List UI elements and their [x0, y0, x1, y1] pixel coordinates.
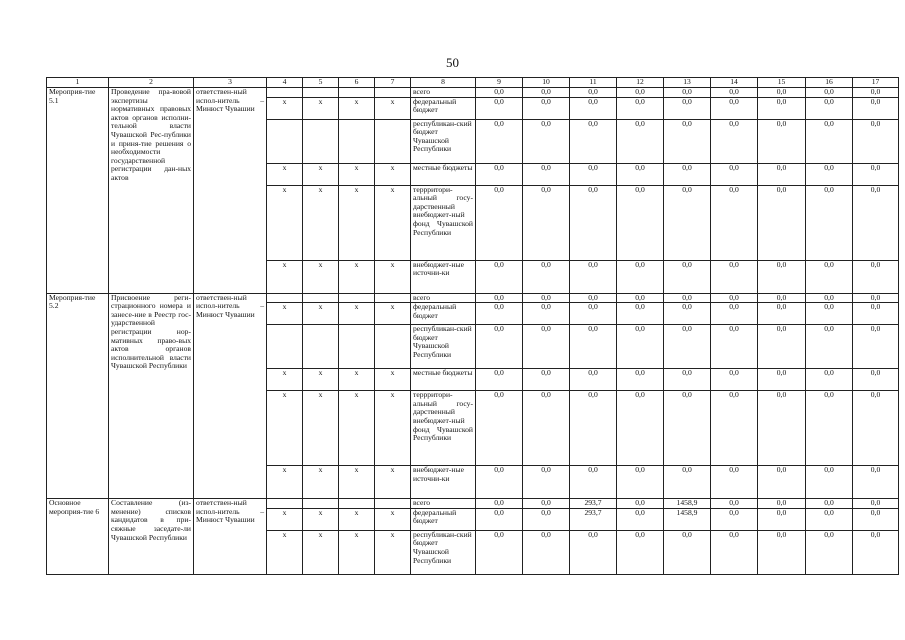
period-cell-c5	[303, 88, 339, 98]
period-cell-c4: x	[267, 303, 303, 325]
amount-cell: 0,0	[664, 185, 711, 260]
amount-cell: 0,0	[476, 530, 523, 574]
amount-cell: 0,0	[711, 369, 758, 391]
amount-cell: 0,0	[806, 508, 853, 530]
amount-cell: 0,0	[853, 119, 899, 163]
amount-cell: 0,0	[617, 88, 664, 98]
amount-cell: 0,0	[617, 466, 664, 499]
amount-cell: 0,0	[853, 163, 899, 185]
amount-cell: 0,0	[711, 88, 758, 98]
period-cell-c6	[339, 88, 375, 98]
funding-source: местные бюджеты	[411, 163, 476, 185]
period-cell-c4: x	[267, 260, 303, 293]
amount-cell: 0,0	[523, 325, 570, 369]
period-cell-c7	[375, 293, 411, 303]
period-cell-c5	[303, 325, 339, 369]
amount-cell: 0,0	[570, 185, 617, 260]
amount-cell: 0,0	[758, 293, 806, 303]
amount-cell: 0,0	[523, 530, 570, 574]
amount-cell: 0,0	[523, 293, 570, 303]
amount-cell: 0,0	[617, 260, 664, 293]
amount-cell: 0,0	[853, 369, 899, 391]
column-header: 12	[617, 78, 664, 88]
column-header: 4	[267, 78, 303, 88]
amount-cell: 0,0	[570, 293, 617, 303]
event-name: Присвоение реги-страционного номера и занесе-ние в Реестр гос-ударственной регистрации нор-мативных право-вых актов органов исполнительной власти Чувашской Республики	[109, 293, 194, 499]
amount-cell: 0,0	[806, 391, 853, 466]
amount-cell: 0,0	[570, 97, 617, 119]
column-header: 14	[711, 78, 758, 88]
amount-cell: 0,0	[664, 119, 711, 163]
amount-cell: 0,0	[711, 119, 758, 163]
period-cell-c5: x	[303, 466, 339, 499]
funding-source: местные бюджеты	[411, 369, 476, 391]
amount-cell: 0,0	[664, 325, 711, 369]
amount-cell: 0,0	[806, 325, 853, 369]
amount-cell: 0,0	[806, 369, 853, 391]
amount-cell: 0,0	[570, 466, 617, 499]
amount-cell: 0,0	[758, 499, 806, 509]
amount-cell: 0,0	[664, 530, 711, 574]
period-cell-c4: x	[267, 391, 303, 466]
period-cell-c5: x	[303, 391, 339, 466]
amount-cell: 0,0	[664, 88, 711, 98]
amount-cell: 0,0	[523, 369, 570, 391]
amount-cell: 0,0	[617, 369, 664, 391]
period-cell-c7: x	[375, 530, 411, 574]
funding-source: республикан-ский бюджет Чувашской Республики	[411, 325, 476, 369]
column-header: 10	[523, 78, 570, 88]
period-cell-c6: x	[339, 260, 375, 293]
period-cell-c5: x	[303, 508, 339, 530]
amount-cell: 0,0	[853, 325, 899, 369]
period-cell-c4: x	[267, 530, 303, 574]
column-header: 16	[806, 78, 853, 88]
table-row	[47, 88, 899, 98]
amount-cell: 0,0	[806, 303, 853, 325]
amount-cell: 0,0	[523, 163, 570, 185]
budget-table	[46, 77, 899, 575]
amount-cell: 0,0	[570, 325, 617, 369]
column-header: 15	[758, 78, 806, 88]
amount-cell: 0,0	[806, 293, 853, 303]
amount-cell: 0,0	[617, 293, 664, 303]
amount-cell: 0,0	[523, 508, 570, 530]
period-cell-c7: x	[375, 185, 411, 260]
funding-source: террритори-альный госу-дарственный внебюджет-ный фонд Чувашской Республики	[411, 185, 476, 260]
amount-cell: 0,0	[853, 466, 899, 499]
amount-cell: 0,0	[617, 530, 664, 574]
amount-cell: 0,0	[476, 303, 523, 325]
period-cell-c7: x	[375, 303, 411, 325]
period-cell-c5: x	[303, 303, 339, 325]
amount-cell: 0,0	[853, 260, 899, 293]
amount-cell: 0,0	[711, 530, 758, 574]
event-responsible: ответствен-ный испол-нитель – Минюст Чувашии	[194, 499, 267, 575]
period-cell-c4: x	[267, 369, 303, 391]
period-cell-c4: x	[267, 97, 303, 119]
period-cell-c5	[303, 499, 339, 509]
column-header: 7	[375, 78, 411, 88]
amount-cell: 293,7	[570, 508, 617, 530]
amount-cell: 0,0	[570, 369, 617, 391]
period-cell-c6: x	[339, 163, 375, 185]
period-cell-c7: x	[375, 391, 411, 466]
amount-cell: 0,0	[570, 119, 617, 163]
amount-cell: 0,0	[617, 97, 664, 119]
amount-cell: 0,0	[806, 530, 853, 574]
amount-cell: 0,0	[758, 119, 806, 163]
period-cell-c7: x	[375, 163, 411, 185]
amount-cell: 0,0	[523, 260, 570, 293]
event-code: Мероприя-тие 5.1	[47, 88, 109, 294]
amount-cell: 0,0	[476, 88, 523, 98]
amount-cell: 0,0	[664, 260, 711, 293]
period-cell-c6: x	[339, 466, 375, 499]
amount-cell: 0,0	[853, 88, 899, 98]
amount-cell: 0,0	[476, 466, 523, 499]
amount-cell: 0,0	[853, 530, 899, 574]
period-cell-c7: x	[375, 508, 411, 530]
period-cell-c6: x	[339, 185, 375, 260]
period-cell-c4	[267, 499, 303, 509]
period-cell-c7: x	[375, 369, 411, 391]
column-header: 5	[303, 78, 339, 88]
amount-cell: 0,0	[570, 88, 617, 98]
amount-cell: 0,0	[523, 119, 570, 163]
amount-cell: 0,0	[711, 391, 758, 466]
period-cell-c6: x	[339, 97, 375, 119]
amount-cell: 0,0	[853, 293, 899, 303]
amount-cell: 0,0	[758, 163, 806, 185]
period-cell-c6: x	[339, 391, 375, 466]
amount-cell: 0,0	[711, 303, 758, 325]
amount-cell: 0,0	[711, 97, 758, 119]
amount-cell: 0,0	[617, 185, 664, 260]
event-responsible: ответствен-ный испол-нитель – Минюст Чувашии	[194, 88, 267, 294]
amount-cell: 0,0	[617, 163, 664, 185]
funding-source: республикан-ский бюджет Чувашской Республики	[411, 119, 476, 163]
period-cell-c6	[339, 119, 375, 163]
column-number-row	[47, 78, 899, 88]
funding-source: федеральный бюджет	[411, 97, 476, 119]
event-code: Основное мероприя-тие 6	[47, 499, 109, 575]
period-cell-c6: x	[339, 508, 375, 530]
amount-cell: 0,0	[806, 499, 853, 509]
column-header: 1	[47, 78, 109, 88]
funding-source: всего	[411, 88, 476, 98]
amount-cell: 0,0	[570, 530, 617, 574]
funding-source: федеральный бюджет	[411, 303, 476, 325]
funding-source: республикан-ский бюджет Чувашской Республики	[411, 530, 476, 574]
column-header: 2	[109, 78, 194, 88]
amount-cell: 0,0	[758, 325, 806, 369]
amount-cell: 0,0	[758, 466, 806, 499]
amount-cell: 0,0	[523, 88, 570, 98]
funding-source: внебюджет-ные источни-ки	[411, 466, 476, 499]
event-name: Проведение пра-вовой экспертизы нормативных правовых актов органов исполни-тельной власти Чувашской Рес-публики и приня-тие решения о необходимости государственной регистрации дан-ных актов	[109, 88, 194, 294]
amount-cell: 0,0	[758, 530, 806, 574]
amount-cell: 0,0	[853, 185, 899, 260]
period-cell-c6	[339, 325, 375, 369]
amount-cell: 0,0	[711, 293, 758, 303]
event-responsible: ответствен-ный испол-нитель – Минюст Чувашии	[194, 293, 267, 499]
amount-cell: 0,0	[476, 391, 523, 466]
period-cell-c5: x	[303, 185, 339, 260]
period-cell-c7	[375, 88, 411, 98]
funding-source: внебюджет-ные источни-ки	[411, 260, 476, 293]
period-cell-c4: x	[267, 163, 303, 185]
period-cell-c4	[267, 119, 303, 163]
period-cell-c7: x	[375, 260, 411, 293]
amount-cell: 0,0	[758, 88, 806, 98]
column-header: 3	[194, 78, 267, 88]
amount-cell: 0,0	[476, 119, 523, 163]
amount-cell: 0,0	[664, 293, 711, 303]
amount-cell: 0,0	[806, 119, 853, 163]
amount-cell: 0,0	[523, 185, 570, 260]
amount-cell: 0,0	[617, 325, 664, 369]
amount-cell: 0,0	[476, 369, 523, 391]
amount-cell: 0,0	[853, 508, 899, 530]
amount-cell: 0,0	[853, 97, 899, 119]
amount-cell: 0,0	[476, 325, 523, 369]
column-header: 8	[411, 78, 476, 88]
period-cell-c5: x	[303, 260, 339, 293]
amount-cell: 0,0	[523, 391, 570, 466]
page-number: 50	[446, 55, 459, 70]
amount-cell: 0,0	[806, 466, 853, 499]
amount-cell: 293,7	[570, 499, 617, 509]
amount-cell: 0,0	[570, 303, 617, 325]
period-cell-c5: x	[303, 163, 339, 185]
amount-cell: 0,0	[758, 303, 806, 325]
amount-cell: 0,0	[523, 303, 570, 325]
amount-cell: 0,0	[617, 391, 664, 466]
period-cell-c6: x	[339, 530, 375, 574]
amount-cell: 0,0	[476, 293, 523, 303]
table-row	[47, 293, 899, 303]
amount-cell: 0,0	[476, 260, 523, 293]
period-cell-c7	[375, 325, 411, 369]
event-code: Мероприя-тие 5.2	[47, 293, 109, 499]
column-header: 13	[664, 78, 711, 88]
amount-cell: 0,0	[806, 97, 853, 119]
amount-cell: 0,0	[711, 508, 758, 530]
amount-cell: 0,0	[806, 163, 853, 185]
column-header: 6	[339, 78, 375, 88]
amount-cell: 0,0	[617, 508, 664, 530]
column-header: 17	[853, 78, 899, 88]
amount-cell: 0,0	[664, 97, 711, 119]
period-cell-c5	[303, 119, 339, 163]
amount-cell: 0,0	[570, 391, 617, 466]
amount-cell: 0,0	[664, 163, 711, 185]
amount-cell: 1458,9	[664, 499, 711, 509]
amount-cell: 0,0	[853, 499, 899, 509]
amount-cell: 0,0	[523, 499, 570, 509]
period-cell-c5: x	[303, 530, 339, 574]
amount-cell: 0,0	[758, 97, 806, 119]
period-cell-c4	[267, 325, 303, 369]
funding-source: федеральный бюджет	[411, 508, 476, 530]
amount-cell: 0,0	[664, 391, 711, 466]
period-cell-c4: x	[267, 508, 303, 530]
column-header: 11	[570, 78, 617, 88]
period-cell-c4: x	[267, 185, 303, 260]
period-cell-c6	[339, 499, 375, 509]
amount-cell: 0,0	[806, 185, 853, 260]
amount-cell: 0,0	[476, 185, 523, 260]
period-cell-c7	[375, 499, 411, 509]
amount-cell: 0,0	[758, 369, 806, 391]
column-header: 9	[476, 78, 523, 88]
amount-cell: 0,0	[711, 466, 758, 499]
period-cell-c4	[267, 293, 303, 303]
funding-source: террритори-альный госу-дарственный внебюджет-ный фонд Чувашской Республики	[411, 391, 476, 466]
period-cell-c6	[339, 293, 375, 303]
period-cell-c5	[303, 293, 339, 303]
period-cell-c5: x	[303, 369, 339, 391]
amount-cell: 0,0	[711, 325, 758, 369]
amount-cell: 0,0	[476, 163, 523, 185]
amount-cell: 0,0	[617, 303, 664, 325]
amount-cell: 0,0	[664, 466, 711, 499]
period-cell-c6: x	[339, 303, 375, 325]
table-row	[47, 499, 899, 509]
amount-cell: 0,0	[758, 185, 806, 260]
amount-cell: 0,0	[476, 499, 523, 509]
amount-cell: 0,0	[523, 97, 570, 119]
amount-cell: 0,0	[617, 119, 664, 163]
amount-cell: 0,0	[664, 369, 711, 391]
amount-cell: 0,0	[570, 260, 617, 293]
amount-cell: 0,0	[806, 260, 853, 293]
amount-cell: 0,0	[758, 391, 806, 466]
amount-cell: 0,0	[806, 88, 853, 98]
amount-cell: 0,0	[758, 260, 806, 293]
period-cell-c7	[375, 119, 411, 163]
amount-cell: 0,0	[570, 163, 617, 185]
amount-cell: 0,0	[664, 303, 711, 325]
table-body	[47, 78, 899, 575]
amount-cell: 0,0	[476, 508, 523, 530]
amount-cell: 0,0	[711, 260, 758, 293]
event-name: Составление (из-менение) списков кандидатов в при-сяжные заседате-ли Чувашской Республики	[109, 499, 194, 575]
period-cell-c4: x	[267, 466, 303, 499]
amount-cell: 0,0	[476, 97, 523, 119]
period-cell-c4	[267, 88, 303, 98]
amount-cell: 0,0	[711, 185, 758, 260]
amount-cell: 0,0	[617, 499, 664, 509]
amount-cell: 0,0	[711, 499, 758, 509]
amount-cell: 0,0	[711, 163, 758, 185]
amount-cell: 0,0	[853, 391, 899, 466]
period-cell-c5: x	[303, 97, 339, 119]
amount-cell: 0,0	[523, 466, 570, 499]
funding-source: всего	[411, 293, 476, 303]
period-cell-c6: x	[339, 369, 375, 391]
amount-cell: 0,0	[853, 303, 899, 325]
amount-cell: 1458,9	[664, 508, 711, 530]
amount-cell: 0,0	[758, 508, 806, 530]
period-cell-c7: x	[375, 466, 411, 499]
period-cell-c7: x	[375, 97, 411, 119]
funding-source: всего	[411, 499, 476, 509]
